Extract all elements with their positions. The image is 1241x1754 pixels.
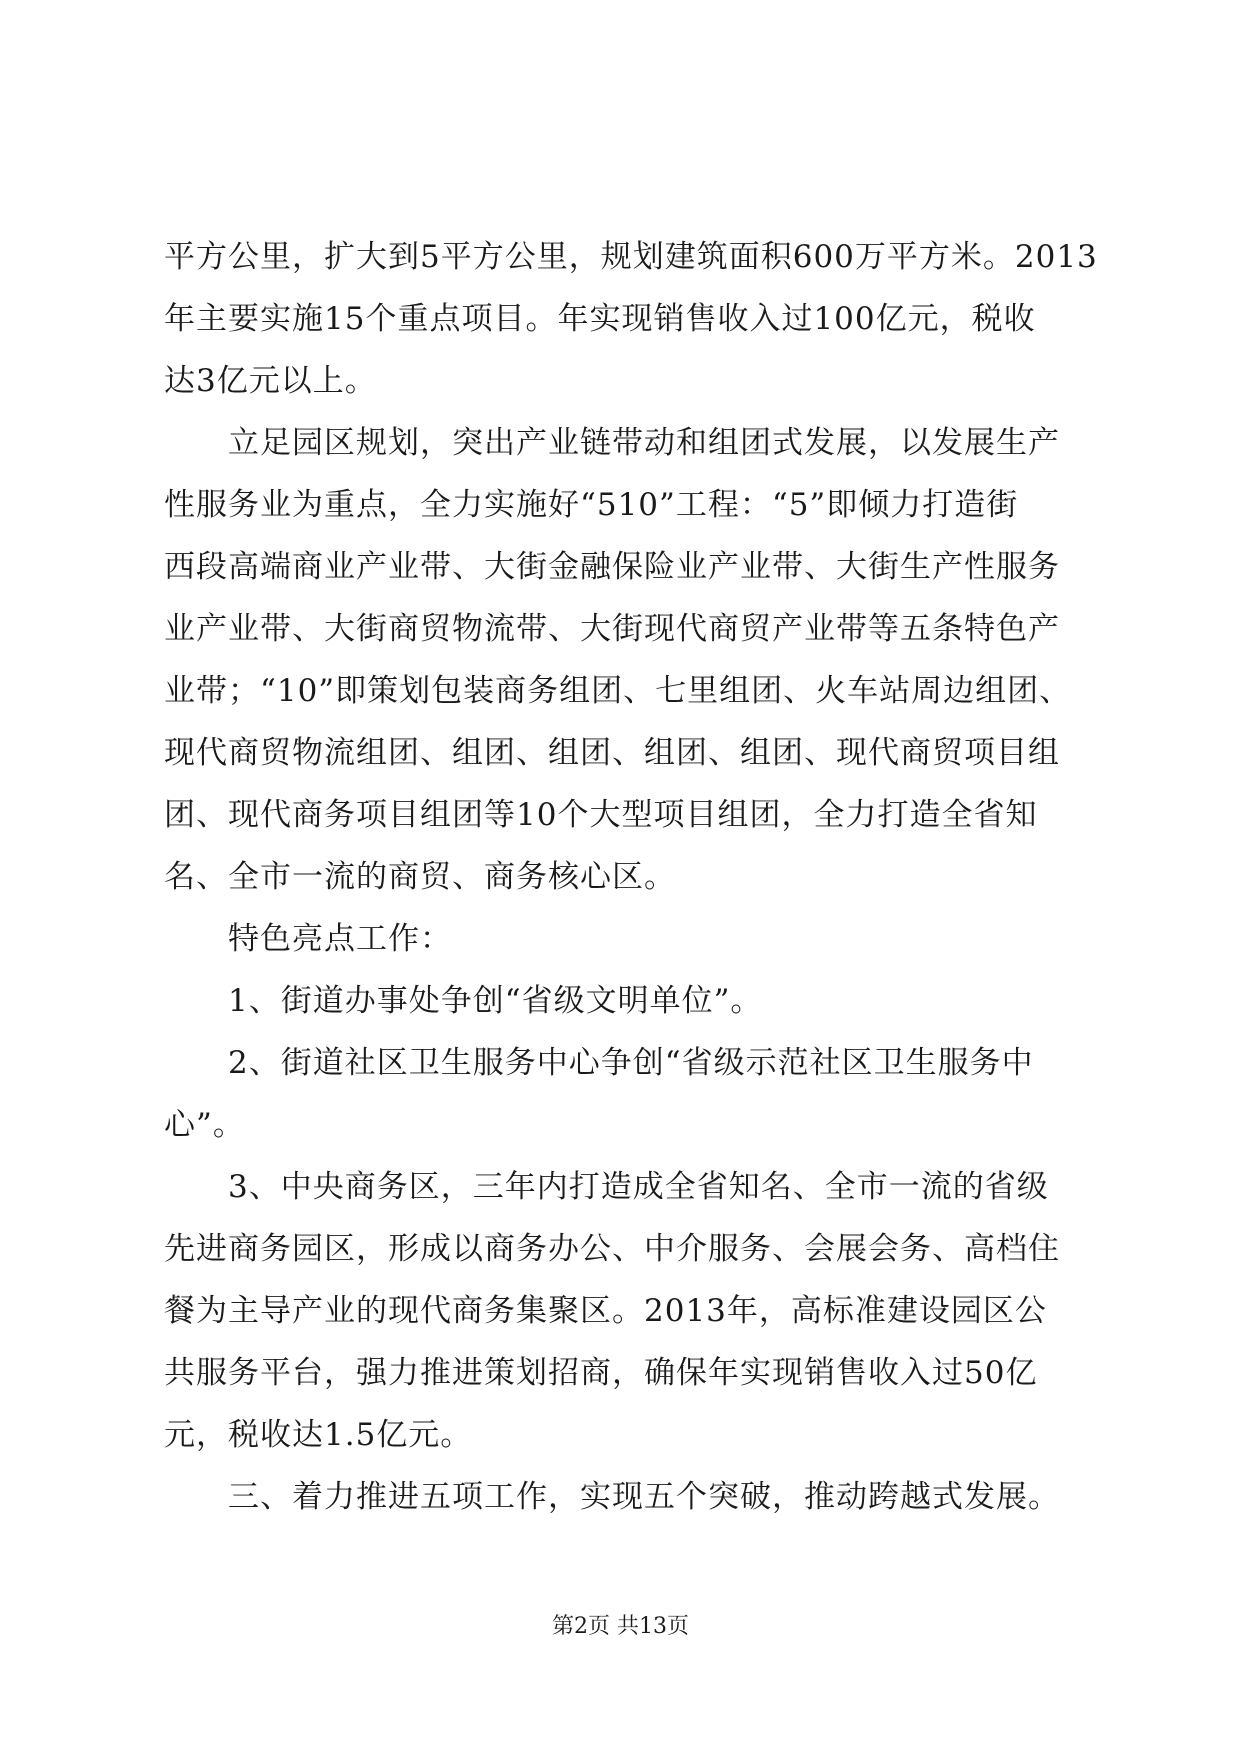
section-heading: 三、着力推进五项工作，实现五个突破，推动跨越式发展。 <box>228 1479 1060 1515</box>
text-line: 达3亿元以上。 <box>164 363 377 399</box>
section-heading: 特色亮点工作： <box>228 921 452 957</box>
text-line: 平方公里，扩大到5平方公里，规划建筑面积600万平方米。2013 <box>164 239 1098 275</box>
text-line: 名、全市一流的商贸、商务核心区。 <box>164 859 676 895</box>
text-line: 先进商务园区，形成以商务办公、中介服务、会展会务、高档住 <box>164 1231 1060 1267</box>
list-item: 2、街道社区卫生服务中心争创“省级示范社区卫生服务中 <box>228 1045 1034 1081</box>
text-line: 业产业带、大街商贸物流带、大街现代商贸产业带等五条特色产 <box>164 611 1060 647</box>
text-line: 年主要实施15个重点项目。年实现销售收入过100亿元，税收 <box>164 301 1036 337</box>
page-number-footer: 第2页 共13页 <box>552 1614 689 1639</box>
text-line: 西段高端商业产业带、大街金融保险业产业带、大街生产性服务 <box>164 549 1060 585</box>
text-line: 餐为主导产业的现代商务集聚区。2013年，高标准建设园区公 <box>164 1293 1047 1329</box>
list-item: 1、街道办事处争创“省级文明单位”。 <box>228 983 763 1019</box>
text-line: 现代商贸物流组团、组团、组团、组团、组团、现代商贸项目组 <box>164 735 1060 771</box>
text-line: 性服务业为重点，全力实施好“510”工程：“5”即倾力打造街 <box>164 487 1019 523</box>
list-item: 3、中央商务区，三年内打造成全省知名、全市一流的省级 <box>228 1169 1049 1205</box>
document-body <box>164 226 1098 1528</box>
text-line: 元，税收达1.5亿元。 <box>164 1417 473 1453</box>
text-line: 业带；“10”即策划包装商务组团、七里组团、火车站周边组团、 <box>164 673 1072 709</box>
text-line: 共服务平台，强力推进策划招商，确保年实现销售收入过50亿 <box>164 1355 1038 1391</box>
text-line: 心”。 <box>164 1107 245 1143</box>
text-line: 立足园区规划，突出产业链带动和组团式发展，以发展生产 <box>228 425 1060 461</box>
text-line: 团、现代商务项目组团等10个大型项目组团，全力打造全省知 <box>164 797 1038 833</box>
